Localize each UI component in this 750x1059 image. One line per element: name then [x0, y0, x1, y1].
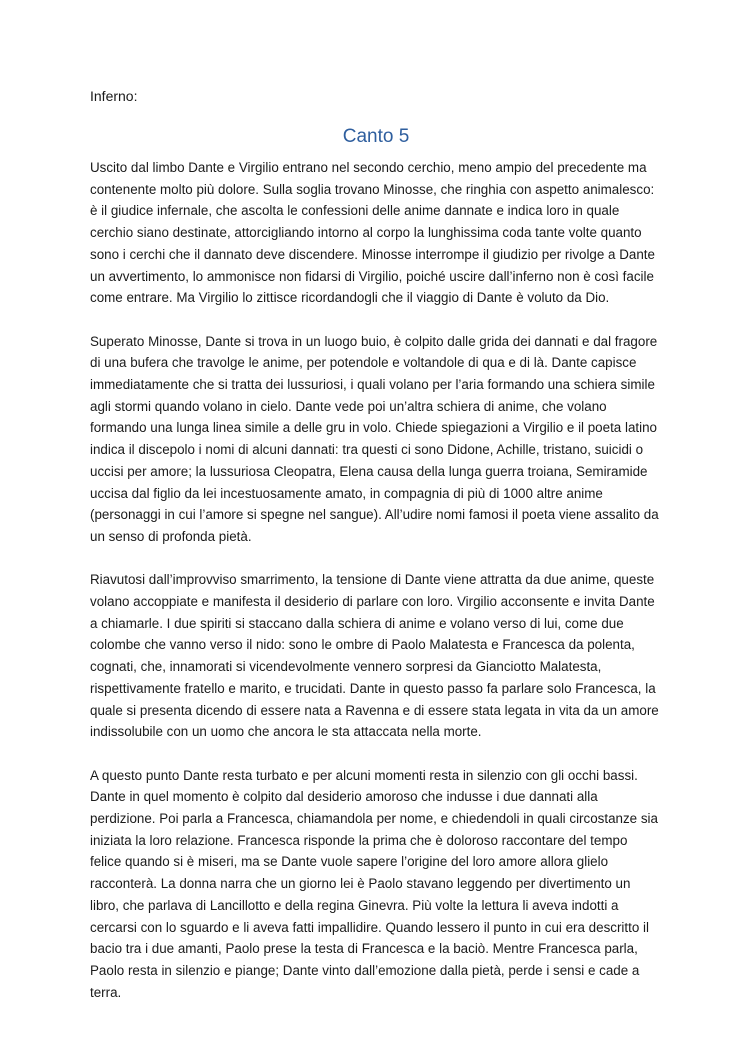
document-body: [90, 86, 662, 1025]
section-label: Inferno:: [90, 88, 138, 104]
paragraph-3: Riavutosi dall’improvviso smarrimento, la tensione di Dante viene attratta da due anime, queste volano accoppiate e manifesta il desiderio di parlare con loro. Virgilio acconsente e invita Dante a chiamarle. I due spiriti si staccano dalla schiera di anime e volano verso di lui, come due colombe che vanno verso il nido: sono le ombre di Paolo Malatesta e Francesca da polenta, cognati, che, innamorati si vicendevolmente vennero sorpresi da Gianciotto Malatesta, rispettivamente fratello e marito, e trucidati. Dante in questo passo fa parlare solo Francesca, la quale si presenta dicendo di essere nata a Ravenna e di essere stata legata in vita da un amore indissolubile con un uomo che ancora le sta attaccata nella morte.: [90, 572, 659, 740]
canto-title: Canto 5: [342, 126, 410, 147]
paragraph-1: Uscito dal limbo Dante e Virgilio entrano nel secondo cerchio, meno ampio del precedente ma contenente molto più dolore. Sulla soglia trovano Minosse, che ringhia con aspetto animalesco: è il giudice infernale, che ascolta le confessioni delle anime dannate e indica loro in quale cerchio siano destinate, attorcigliando intorno al corpo la lunghissima coda tante volte quanto sono i cerchi che il dannato deve discendere. Minosse interrompe il giudizio per rivolge a Dante un avvertimento, lo ammonisce non fidarsi di Virgilio, poiché uscire dall’inferno non è così facile come entrare. Ma Virgilio lo zittisce ricordandogli che il viaggio di Dante è voluto da Dio.: [90, 160, 655, 306]
paragraph-4: A questo punto Dante resta turbato e per alcuni momenti resta in silenzio con gli occhi bassi. Dante in quel momento è colpito dal desiderio amoroso che indusse i due dannati alla perdizione. Poi parla a Francesca, chiamandola per nome, e chiedendoli in quali circostanze sia iniziata la loro relazione. Francesca risponde la prima che è doloroso raccontare del tempo felice quando si è miseri, ma se Dante vuole sapere l’origine del loro amore allora glielo racconterà. La donna narra che un giorno lei è Paolo stavano leggendo per divertimento un libro, che parlava di Lancillotto e della regina Ginevra. Più volte la lettura li aveva indotti a cercarsi con lo sguardo e li aveva fatti impallidire. Quando lessero il punto in cui era descritto il bacio tra i due amanti, Paolo prese la testa di Francesca e la baciò. Mentre Francesca parla, Paolo resta in silenzio e piange; Dante vinto dall’emozione dalla pietà, perde i sensi e cade a terra.: [90, 767, 658, 1000]
paragraph-2: Superato Minosse, Dante si trova in un luogo buio, è colpito dalle grida dei dannati e dal fragore di una bufera che travolge le anime, per potendole e voltandole di qua e di là. Dante capisce immediatamente che si tratta dei lussuriosi, i quali volano per l’aria formando una schiera simile agli stormi quando volano in cielo. Dante vede poi un’altra schiera di anime, che volano formando una lunga linea simile a delle gru in volo. Chiede spiegazioni a Virgilio e il poeta latino indica il discepolo i nomi di alcuni dannati: tra questi ci sono Didone, Achille, tristano, suicidi o uccisi per amore; la lussuriosa Cleopatra, Elena causa della lunga guerra troiana, Semiramide uccisa dal figlio da lei incestuosamente amato, in compagnia di più di 1000 altre anime (personaggi in cui l’amore si spegne nel sangue). All’udire nomi famosi il poeta viene assalito da un senso di profonda pietà.: [90, 333, 659, 544]
